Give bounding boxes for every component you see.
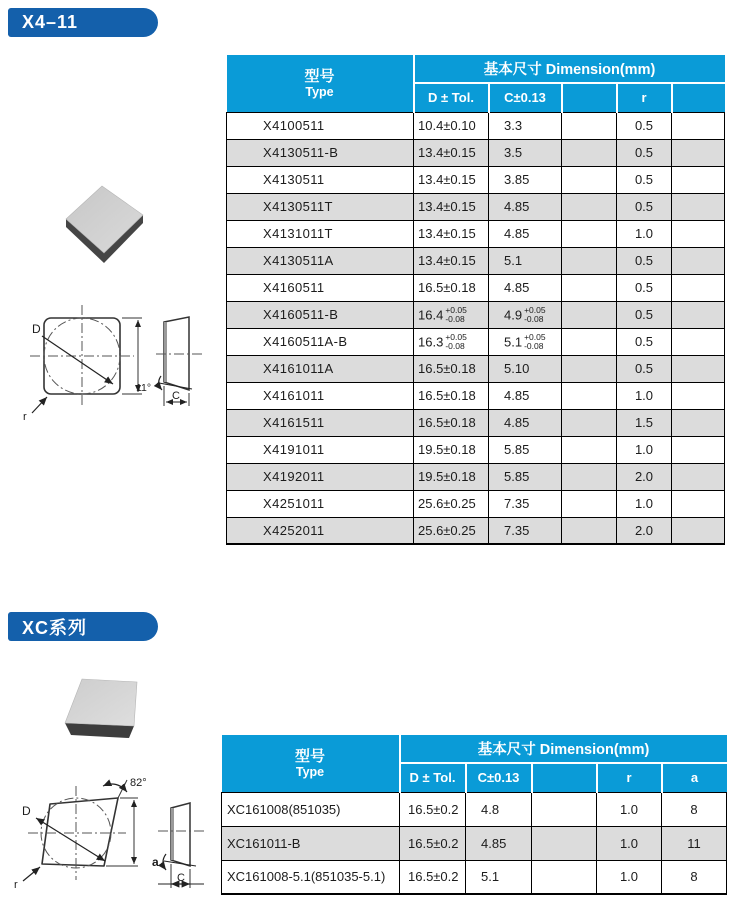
column-header-dimension: 基本尺寸 Dimension(mm): [400, 735, 727, 763]
cell-blank: [562, 355, 617, 382]
cell-c: 3.85: [489, 166, 562, 193]
column-header-d-tol: D ± Tol.: [400, 763, 466, 792]
cell-d: 19.5±0.18: [414, 463, 489, 490]
cell-blank: [672, 247, 725, 274]
cell-blank: [672, 409, 725, 436]
cell-r: 1.0: [617, 436, 672, 463]
cell-blank: [672, 436, 725, 463]
cell-r: 1.5: [617, 409, 672, 436]
cell-blank: [672, 301, 725, 328]
table-row: [227, 247, 725, 274]
spec-table-x4: [226, 55, 725, 545]
cell-c: 3.5: [489, 139, 562, 166]
cell-blank: [532, 860, 597, 894]
cell-d: 16.5±0.18: [414, 274, 489, 301]
cell-c: 5.1: [466, 860, 532, 894]
dim-label-D: D: [22, 804, 31, 818]
cell-blank: [562, 490, 617, 517]
cell-d: 13.4±0.15: [414, 247, 489, 274]
cell-d: 13.4±0.15: [414, 139, 489, 166]
cell-blank: [672, 220, 725, 247]
cell-blank: [562, 436, 617, 463]
cell-type: X4191011: [227, 436, 414, 463]
cell-type: X4251011: [227, 490, 414, 517]
cell-d: 13.4±0.15: [414, 220, 489, 247]
cell-blank: [532, 792, 597, 826]
cell-blank: [562, 517, 617, 544]
cell-r: 1.0: [617, 490, 672, 517]
spec-table-xc: [221, 735, 727, 895]
table-row: [227, 409, 725, 436]
table-row: [227, 274, 725, 301]
radius-arrow: [23, 867, 40, 881]
dim-label-r: r: [14, 879, 18, 891]
cell-blank: [562, 166, 617, 193]
cell-c: 4.85: [489, 274, 562, 301]
column-header-a: a: [662, 763, 727, 792]
table-row: [227, 112, 725, 139]
cell-d: 16.5±0.2: [400, 860, 466, 894]
column-header-type: 型号 Type: [222, 735, 400, 792]
table-row: [227, 436, 725, 463]
column-header-type: 型号 Type: [227, 55, 414, 112]
cell-r: 2.0: [617, 517, 672, 544]
cell-blank: [562, 112, 617, 139]
cell-type: X4160511A-B: [227, 328, 414, 355]
cell-d: 25.6±0.25: [414, 517, 489, 544]
cell-d: 16.5±0.18: [414, 409, 489, 436]
cell-blank: [672, 166, 725, 193]
insert-top-face: [65, 679, 137, 726]
cell-c: 4.8: [466, 792, 532, 826]
diameter-arrow: [36, 818, 105, 861]
cell-type: X4130511A: [227, 247, 414, 274]
table-row: [227, 382, 725, 409]
column-header-c: C±0.13: [466, 763, 532, 792]
cell-r: 0.5: [617, 166, 672, 193]
cell-blank: [672, 517, 725, 544]
cell-d: 25.6±0.25: [414, 490, 489, 517]
table-row: [222, 826, 727, 860]
cell-blank: [672, 463, 725, 490]
cell-r: 0.5: [617, 112, 672, 139]
cell-blank: [672, 328, 725, 355]
angle-label-82: 82°: [130, 777, 147, 789]
cell-a: 11: [662, 826, 727, 860]
cell-type: X4161011: [227, 382, 414, 409]
angle-label-11: 11°: [136, 382, 152, 394]
cell-blank: [562, 328, 617, 355]
cell-r: 1.0: [617, 220, 672, 247]
dim-label-D: D: [32, 322, 41, 336]
cell-blank: [672, 112, 725, 139]
cell-r: 0.5: [617, 193, 672, 220]
angle-label-a: a: [152, 855, 159, 869]
cell-r: 1.0: [617, 382, 672, 409]
table-row: [227, 220, 725, 247]
cell-blank: [562, 463, 617, 490]
column-header-r: r: [597, 763, 662, 792]
table-row: [227, 463, 725, 490]
cell-blank: [562, 409, 617, 436]
radius-arrow: [32, 397, 47, 413]
table-row: [227, 355, 725, 382]
cell-type: X4100511: [227, 112, 414, 139]
table-row: [227, 517, 725, 544]
cell-d: 16.5±0.2: [400, 826, 466, 860]
cell-r: 0.5: [617, 139, 672, 166]
cell-r: 2.0: [617, 463, 672, 490]
cell-type: X4130511: [227, 166, 414, 193]
cell-d: 13.4±0.15: [414, 166, 489, 193]
cell-type: X4161011A: [227, 355, 414, 382]
cell-r: 0.5: [617, 301, 672, 328]
cell-d: 16.5±0.18: [414, 355, 489, 382]
technical-drawing-rhomboid-insert: [8, 768, 213, 903]
cell-c: 4.85: [489, 193, 562, 220]
cell-c: 7.35: [489, 490, 562, 517]
cell-r: 0.5: [617, 355, 672, 382]
cell-blank: [672, 490, 725, 517]
section-badge-label: XC系列: [22, 617, 88, 638]
cell-c: 5.10: [489, 355, 562, 382]
cell-c: 4.85: [489, 382, 562, 409]
cell-blank: [672, 193, 725, 220]
cell-c: 4.85: [489, 409, 562, 436]
product-photo-square-insert: [55, 172, 215, 282]
angle-arc: [103, 784, 127, 792]
cell-blank: [562, 274, 617, 301]
column-header-r: r: [617, 83, 672, 112]
column-header-dimension: 基本尺寸 Dimension(mm): [414, 55, 725, 83]
insert-outline: [42, 798, 118, 866]
cell-type: XC161008-5.1(851035-5.1): [222, 860, 400, 894]
cell-type: X4160511: [227, 274, 414, 301]
column-header-blank: [672, 83, 725, 112]
column-header-blank: [532, 763, 597, 792]
cell-r: 0.5: [617, 328, 672, 355]
cell-d: 16.5±0.18: [414, 382, 489, 409]
technical-drawing-square-insert: [12, 298, 217, 428]
cell-r: 1.0: [597, 860, 662, 894]
table-row: [227, 193, 725, 220]
cell-c: 5.1 +0.05 -0.08: [489, 328, 562, 355]
section-badge-label: X4–11: [22, 12, 79, 32]
cell-blank: [672, 382, 725, 409]
table-row: [227, 490, 725, 517]
cell-type: XC161011-B: [222, 826, 400, 860]
column-header-blank: [562, 83, 617, 112]
dim-label-r: r: [23, 411, 27, 423]
table-row: [222, 860, 727, 894]
cell-c: 4.9 +0.05 -0.08: [489, 301, 562, 328]
section-badge-x4-11: [8, 8, 158, 37]
cell-c: 3.3: [489, 112, 562, 139]
cell-type: X4130511T: [227, 193, 414, 220]
cell-type: X4131011T: [227, 220, 414, 247]
cell-type: X4130511-B: [227, 139, 414, 166]
cell-blank: [672, 355, 725, 382]
cell-blank: [562, 220, 617, 247]
insert-top-face: [66, 186, 143, 253]
cell-c: 4.85: [466, 826, 532, 860]
cell-type: X4160511-B: [227, 301, 414, 328]
cell-c: 7.35: [489, 517, 562, 544]
cell-d: 16.5±0.2: [400, 792, 466, 826]
cell-c: 5.85: [489, 436, 562, 463]
cell-r: 0.5: [617, 274, 672, 301]
cell-type: X4252011: [227, 517, 414, 544]
cell-type: XC161008(851035): [222, 792, 400, 826]
cell-d: 16.3 +0.05 -0.08: [414, 328, 489, 355]
product-photo-rhomboid-insert: [40, 658, 220, 768]
cell-r: 1.0: [597, 826, 662, 860]
table-row: [222, 792, 727, 826]
cell-blank: [562, 301, 617, 328]
cell-d: 13.4±0.15: [414, 193, 489, 220]
cell-d: 19.5±0.18: [414, 436, 489, 463]
cell-type: X4192011: [227, 463, 414, 490]
cell-a: 8: [662, 860, 727, 894]
table-row: [227, 139, 725, 166]
cell-c: 4.85: [489, 220, 562, 247]
table-row: [227, 166, 725, 193]
cell-blank: [672, 274, 725, 301]
table-row: [227, 328, 725, 355]
section-badge-xc-series: [8, 612, 158, 641]
cell-r: 0.5: [617, 247, 672, 274]
dim-label-C: C: [172, 390, 180, 402]
cell-blank: [562, 382, 617, 409]
column-header-c: C±0.13: [489, 83, 562, 112]
cell-c: 5.85: [489, 463, 562, 490]
edge-extension-line: [118, 780, 127, 798]
cell-blank: [532, 826, 597, 860]
diameter-arrow: [42, 336, 113, 384]
angle-arc-a: [163, 854, 166, 870]
dim-label-C: C: [177, 872, 185, 884]
cell-blank: [562, 193, 617, 220]
column-header-d-tol: D ± Tol.: [414, 83, 489, 112]
cell-a: 8: [662, 792, 727, 826]
cell-type: X4161511: [227, 409, 414, 436]
cell-blank: [562, 247, 617, 274]
cell-c: 5.1: [489, 247, 562, 274]
table-row: [227, 301, 725, 328]
cell-d: 10.4±0.10: [414, 112, 489, 139]
cell-d: 16.4 +0.05 -0.08: [414, 301, 489, 328]
cell-blank: [562, 139, 617, 166]
cell-blank: [672, 139, 725, 166]
cell-r: 1.0: [597, 792, 662, 826]
